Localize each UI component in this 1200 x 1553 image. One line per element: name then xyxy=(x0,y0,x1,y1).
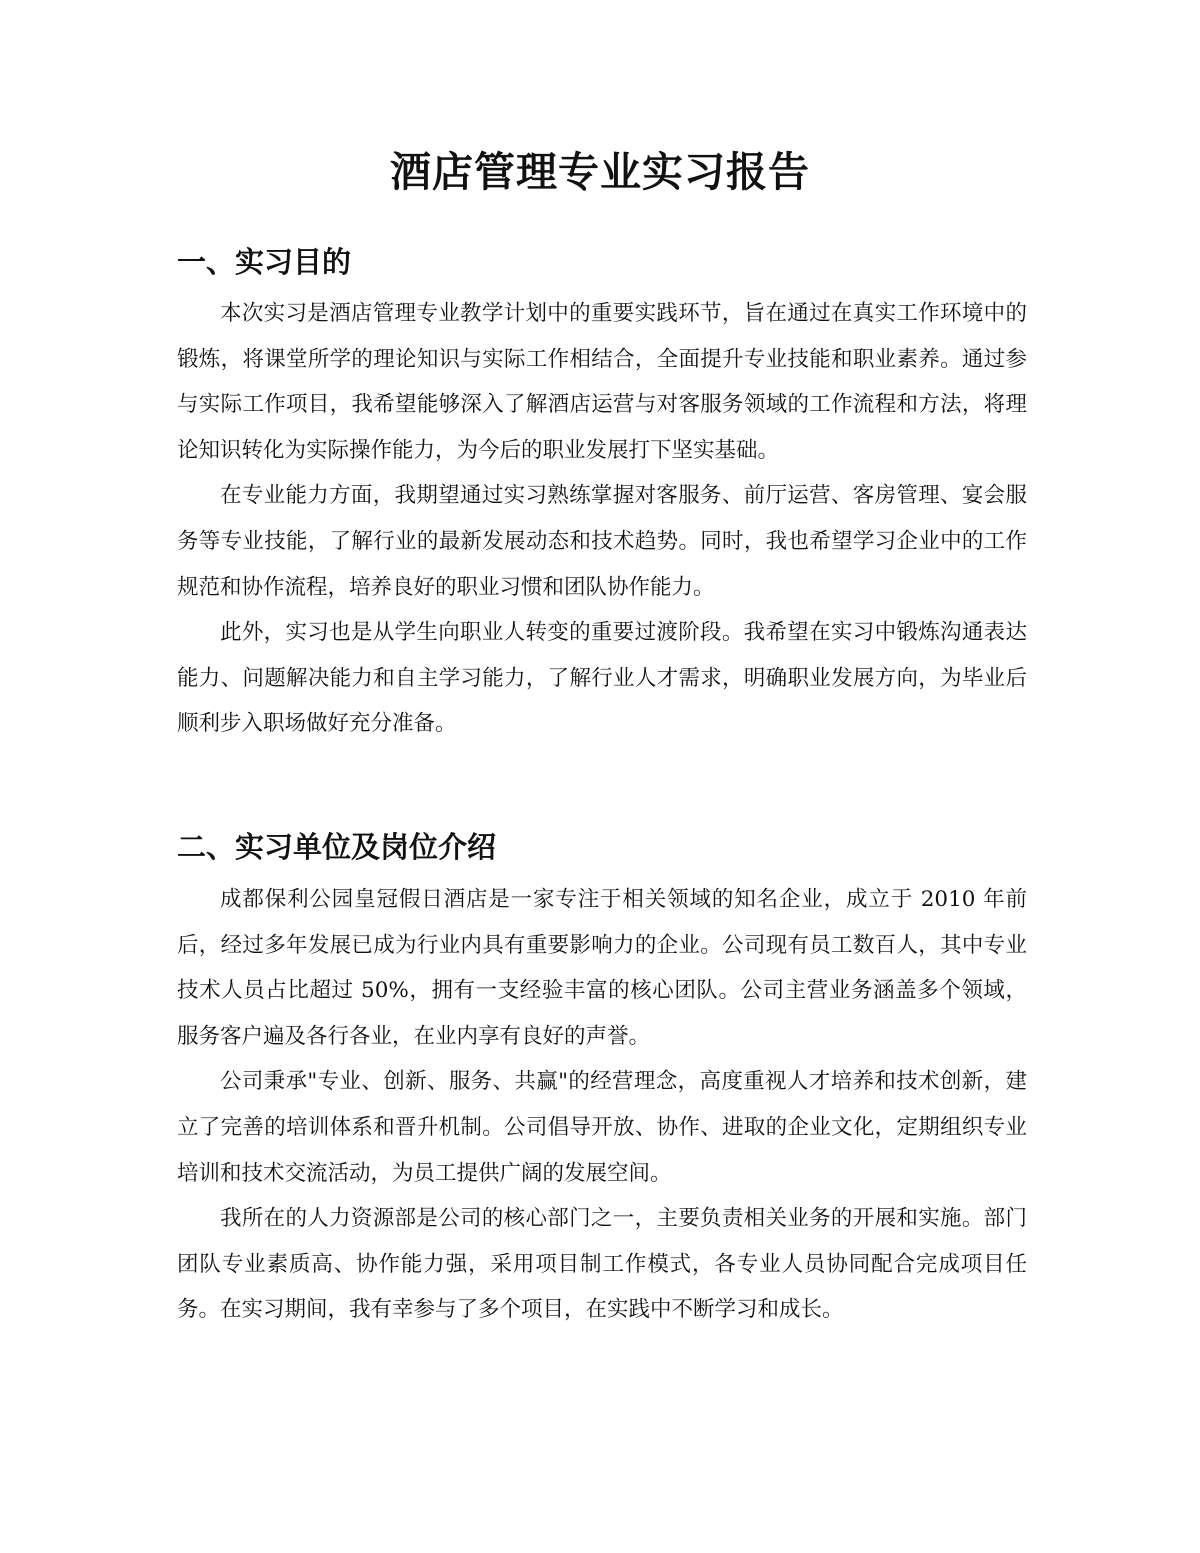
section-heading-company: 二、实习单位及岗位介绍 xyxy=(177,830,497,864)
document-title: 酒店管理专业实习报告 xyxy=(390,148,810,196)
paragraph: 我所在的人力资源部是公司的核心部门之一，主要负责相关业务的开展和实施。部门团队专业素质高、协作能力强，采用项目制工作模式，各专业人员协同配合完成项目任务。在实习期间，我有幸参与了多个项目，在实践中不断学习和成长。 xyxy=(177,1206,1027,1323)
paragraph: 成都保利公园皇冠假日酒店是一家专注于相关领域的知名企业，成立于 2010 年前后，经过多年发展已成为行业内具有重要影响力的企业。公司现有员工数百人，其中专业技术人员占比超过 50%，拥有一支经验丰富的核心团队。公司主营业务涵盖多个领域，服务客户遍及各行各业，在业内享有良好的声誉。 xyxy=(177,887,1027,1049)
section-heading-purpose: 一、实习目的 xyxy=(177,245,352,279)
paragraph: 本次实习是酒店管理专业教学计划中的重要实践环节，旨在通过在真实工作环境中的锻炼，将课堂所学的理论知识与实际工作相结合，全面提升专业技能和职业素养。通过参与实际工作项目，我希望能够深入了解酒店运营与对客服务领域的工作流程和方法，将理论知识转化为实际操作能力，为今后的职业发展打下坚实基础。 xyxy=(177,301,1027,463)
section-body-purpose xyxy=(177,291,1027,747)
section-body-company xyxy=(177,877,1027,1333)
paragraph: 在专业能力方面，我期望通过实习熟练掌握对客服务、前厅运营、客房管理、宴会服务等专业技能，了解行业的最新发展动态和技术趋势。同时，我也希望学习企业中的工作规范和协作流程，培养良好的职业习惯和团队协作能力。 xyxy=(177,483,1027,600)
paragraph: 此外，实习也是从学生向职业人转变的重要过渡阶段。我希望在实习中锻炼沟通表达能力、问题解决能力和自主学习能力，了解行业人才需求，明确职业发展方向，为毕业后顺利步入职场做好充分准备。 xyxy=(177,620,1027,737)
paragraph: 公司秉承"专业、创新、服务、共赢"的经营理念，高度重视人才培养和技术创新，建立了完善的培训体系和晋升机制。公司倡导开放、协作、进取的企业文化，定期组织专业培训和技术交流活动，为员工提供广阔的发展空间。 xyxy=(177,1069,1027,1186)
